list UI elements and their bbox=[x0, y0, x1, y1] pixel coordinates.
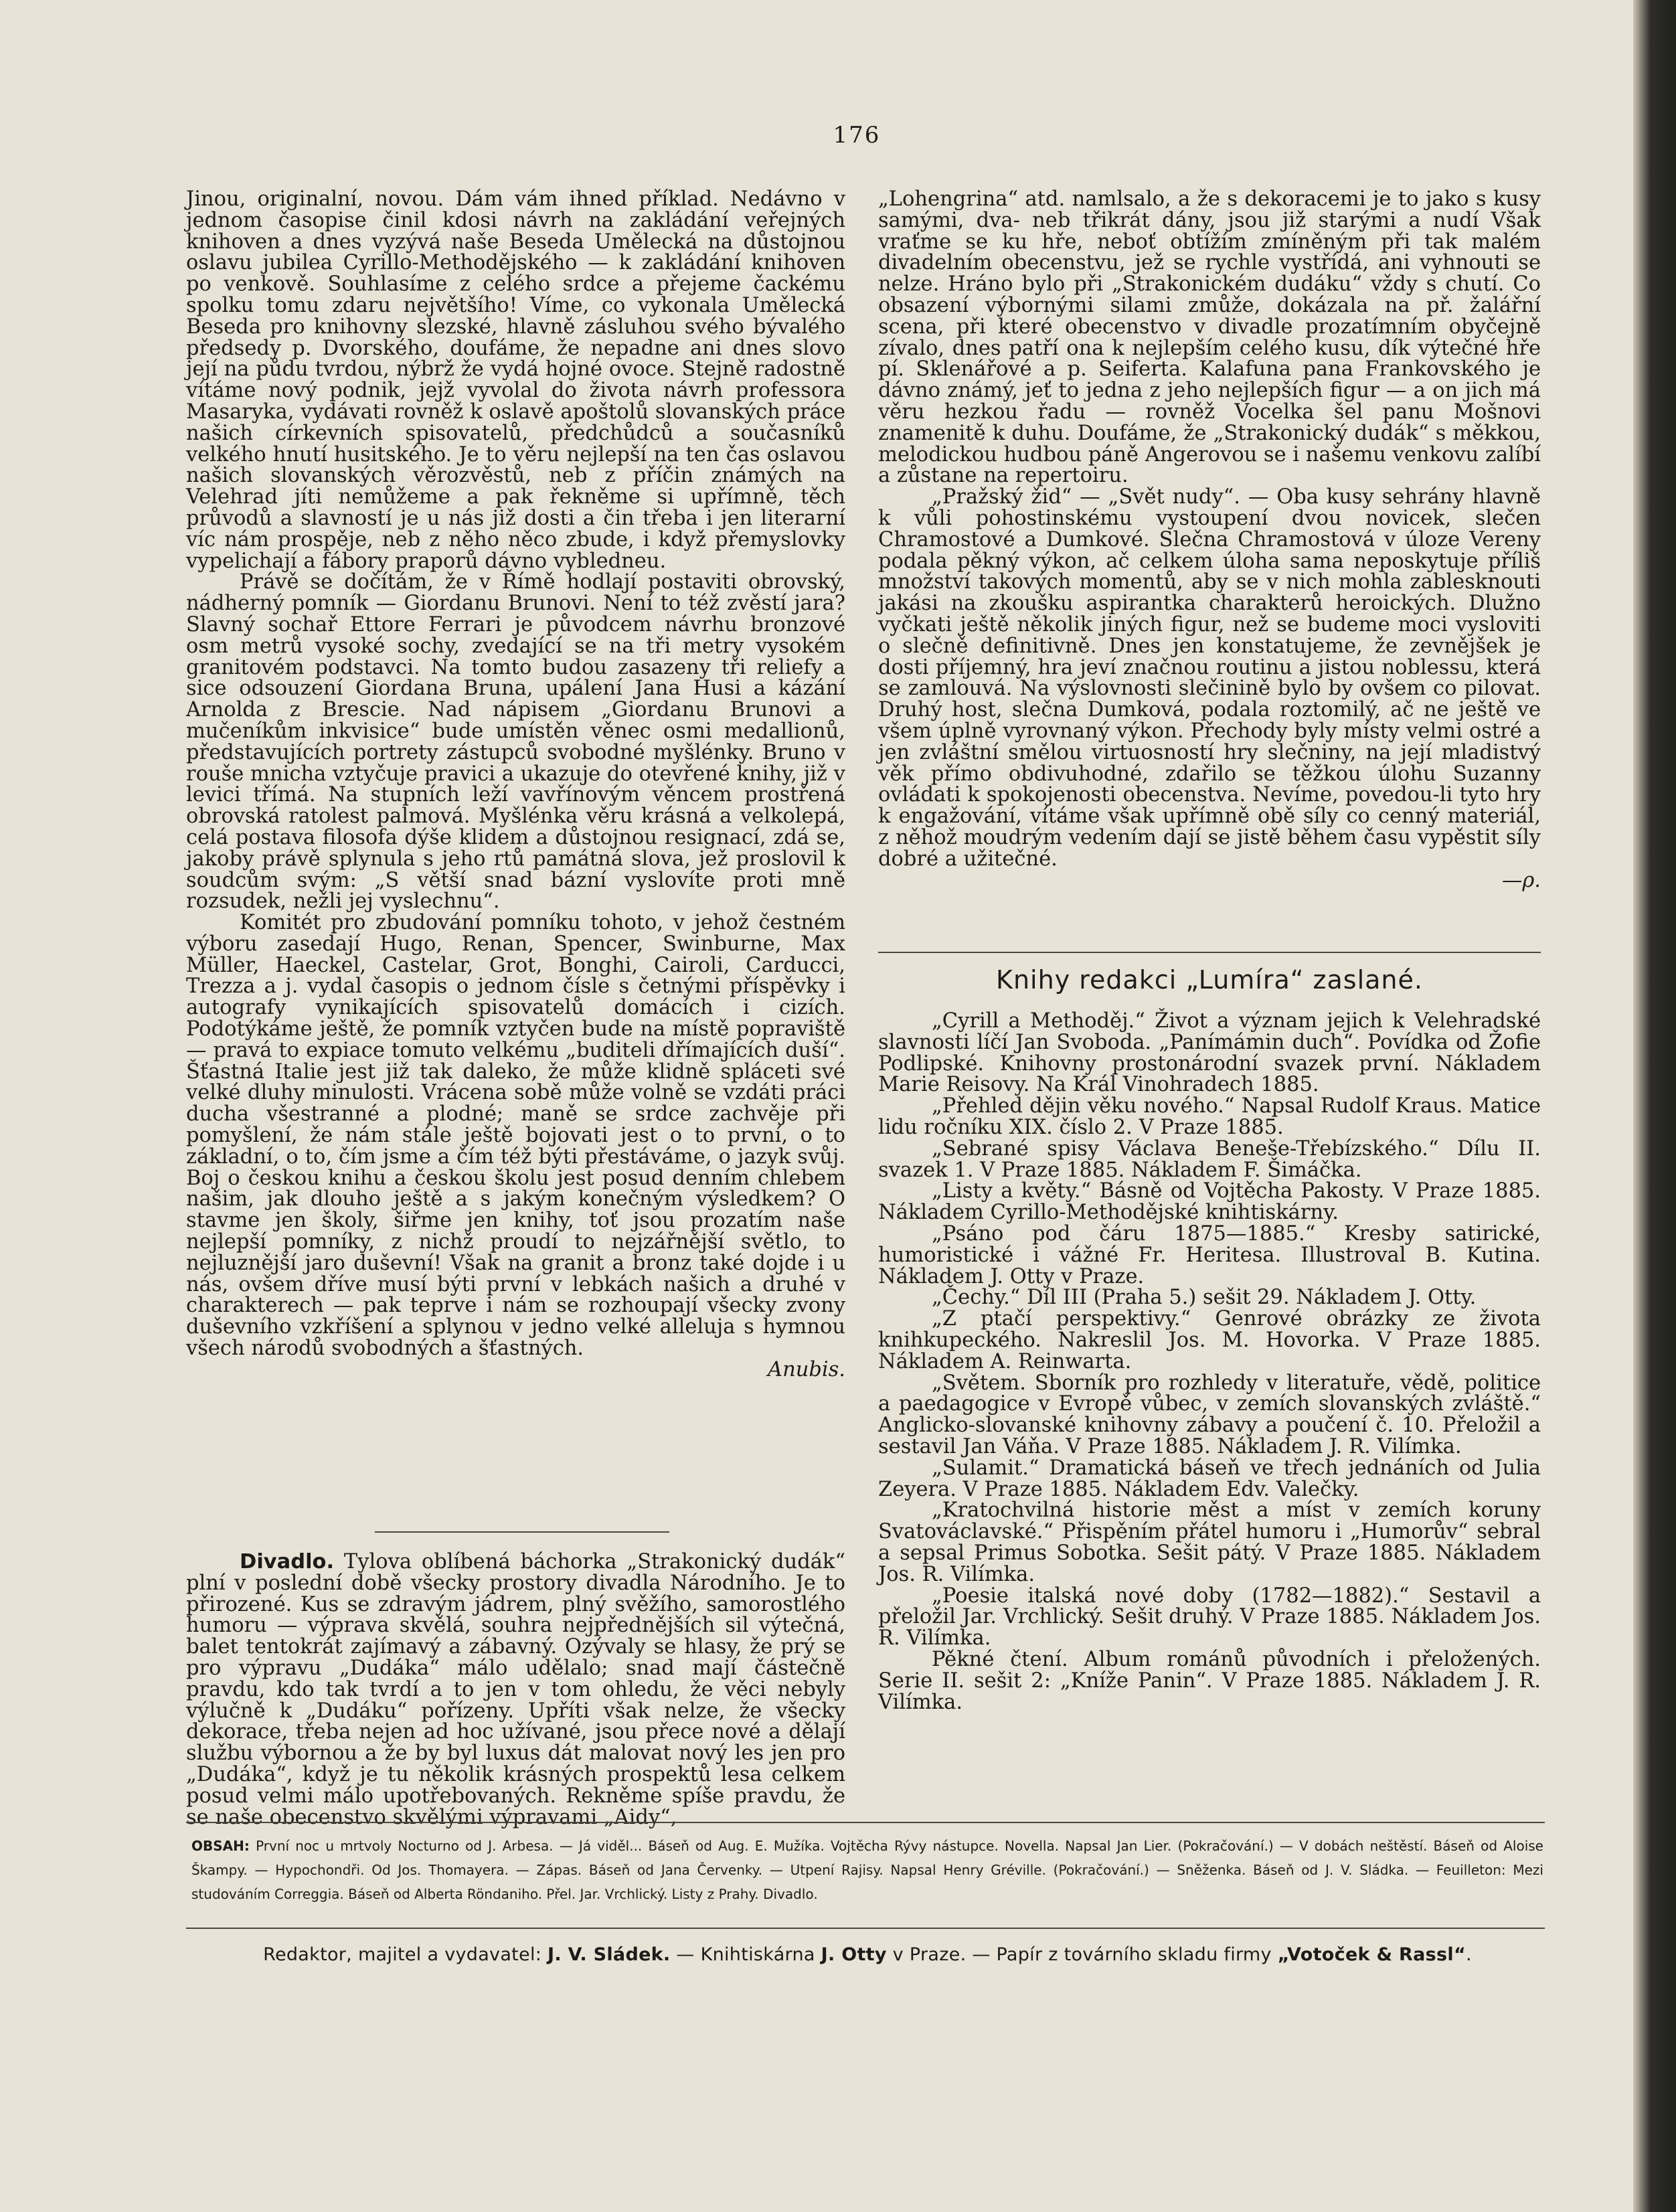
book-entry: „Sulamit.“ Dramatická báseň ve třech jednáních od Julia Zeyera. V Praze 1885. Nákladem Edv. Valečky. bbox=[878, 1456, 1541, 1501]
article-paragraph: Právě se dočítám, že v Římě hodlají postaviti obrovský, nádherný pomník — Giordanu Brunovi. Není to též zvěstí jara? Slavný sochař Ettore Ferrari je původcem návrhu bronzové osm metrů vysoké sochy, zvedající se na tři metry vysokém granitovém podstavci. Na tomto budou zasazeny tři reliefy a sice odsouzení Giordana Bruna, upálení Jana Husi a kázání Arnolda z Brescie. Nad nápisem „Giordanu Brunovi a mučeníkům inkvisice“ bude umístěn věnec osmi medallionů, představujících portrety zástupců svobodné myšlénky. Bruno v rouše mnicha vztyčuje pravici a ukazuje do otevřené knihy, již v levici třímá. Na stupních leží vavřínovým věncem prostřená obrovská ratolest palmová. Myšlénka věru krásná a velkolepá, celá postava filosofa dýše klidem a důstojnou resignací, zdá se, jakoby právě splynula s jeho rtů památná slova, jež proslovil k soudcům svým: „S větší snad bázní vyslovíte proti mně rozsudek, nežli jej vyslechnu“. bbox=[186, 570, 845, 914]
contents-text: První noc u mrtvoly Nocturno od J. Arbesa. — Já viděl... Báseň od Aug. E. Mužíka. Vojtěcha Rývy nástupce. Novella. Napsal Jan Lier. (Pokračování.) — V dobách neštěstí. Báseň od Aloise Škampy. — Hypochondři. Od Jos. Thomayera. — Zápas. Báseň od Jana Červenky. — Utpení Rajisy. Napsal Henry Gréville. (Pokračování.) — Sněženka. Báseň od J. V. Sládka. — Feuilleton: Mezi studováním Correggia. Báseň od Alberta Röndaniho. Přel. Jar. Vrchlický. Listy z Prahy. Divadlo. bbox=[191, 1838, 1543, 1902]
book-entry: „Světem. Sborník pro rozhledy v literatuře, vědě, politice a paedagogice v Evropě vůbec, v zemích slovanských zvláště.“ Anglicko-slovanské knihovny zábavy a poučení č. 10. Přeložil a sestavil Jan Váňa. V Praze 1885. Nákladem J. R. Vilímka. bbox=[878, 1371, 1541, 1458]
book-entry: „Čechy.“ Díl III (Praha 5.) sešit 29. Nákladem J. Otty. bbox=[932, 1286, 1477, 1310]
contents-block bbox=[191, 1834, 1543, 1906]
printer-name: J. Otty bbox=[821, 1944, 887, 1965]
book-entry: „Sebrané spisy Václava Beneše-Třebízského.“ Dílu II. svazek 1. V Praze 1885. Nákladem F. Šimáčka. bbox=[878, 1136, 1541, 1182]
left-column bbox=[186, 189, 845, 1381]
section-divider bbox=[878, 952, 1541, 953]
imprint-text: . bbox=[1466, 1944, 1472, 1965]
imprint-text: Redaktor, majitel a vydavatel: bbox=[263, 1944, 548, 1965]
book-entry: „Listy a květy.“ Básně od Vojtěcha Pakosty. V Praze 1885. Nákladem Cyrillo-Methodějské knihtiskárny. bbox=[878, 1179, 1541, 1225]
book-entry: „Psáno pod čáru 1875—1885.“ Kresby satirické, humoristické i vážné Fr. Heritesa. Illustroval B. Kutina. Nákladem J. Otty v Praze. bbox=[878, 1221, 1541, 1288]
footer-divider bbox=[186, 1928, 1545, 1929]
theatre-section bbox=[186, 1551, 845, 1828]
book-entry: „Z ptačí perspektivy.“ Genrové obrázky ze života knihkupeckého. Nakreslil Jos. M. Hovorka. V Praze 1885. Nákladem A. Reinwarta. bbox=[878, 1307, 1541, 1373]
imprint-footer bbox=[191, 1944, 1543, 1965]
section-lead: Divadlo. bbox=[240, 1550, 335, 1573]
book-entry: „Cyrill a Methoděj.“ Život a význam jejich k Velehradské slavnosti líčí Jan Svoboda. „Panímámin duch“. Povídka od Žofie Podlipské. Knihovny prostonárodní svazek první. Nákladem Marie Reisovy. Na Král Vinohradech 1885. bbox=[878, 1009, 1541, 1097]
books-list bbox=[878, 1011, 1541, 1713]
paper-firm-name: „Votoček & Rassl“ bbox=[1277, 1944, 1466, 1965]
book-entry: „Kratochvilná historie měst a míst v zemích koruny Svatováclavské.“ Přispěním přátel humoru i „Humorův“ sebral a sepsal Primus Sobotka. Sešit pátý. V Praze 1885. Nákladem Jos. R. Vilímka. bbox=[878, 1499, 1541, 1586]
page-edge bbox=[1633, 0, 1676, 2212]
section-divider bbox=[375, 1531, 669, 1533]
editor-name: J. V. Sládek. bbox=[548, 1944, 671, 1965]
book-entry: „Přehled dějin věku nového.“ Napsal Rudolf Kraus. Matice lidu ročníku XIX. číslo 2. V Praze 1885. bbox=[878, 1094, 1541, 1139]
page-number: 176 bbox=[833, 122, 881, 149]
article-paragraph: „Pražský žid“ — „Svět nudy“. — Oba kusy sehrány hlavně k vůli pohostinskému vystoupení dvou novicek, slečen Chramostové a Dumkové. Slečna Chramostová v úloze Vereny podala pěkný výkon, ač celkem úloha sama neposkytuje příliš množství takových momentů, aby se v nich mohla zablesknouti jakási na zkoušku aspirantka charakterů heroických. Dlužno vyčkati ještě několik jiných figur, než se budeme moci vysloviti o slečně definitivně. Dnes jen konstatujeme, že zevnějšek je dosti příjemný, hra jeví značnou routinu a jistou noblessu, která se zamlouvá. Na výslovnosti slečinině bylo by ovšem co pilovat. Druhý host, slečna Dumková, podala roztomilý, ač ne ještě ve všem úplně vyrovnaný výkon. Přechody byly místy velmi ostré a jen zvláštní smělou virtuosností hry slečniny, na její mladistvý věk přímo obdivuhodné, zdařilo se těžkou úlohu Suzanny ovládati k spokojenosti obecenstva. Nevíme, povedou-li tyto hry k engažování, vítáme však upřímně obě síly co cenný materiál, z něhož moudrým vedením dají se jistě během času vypěstit síly dobré a užitečné. bbox=[878, 485, 1541, 871]
right-column bbox=[878, 189, 1541, 891]
article-paragraph: Jinou, originalní, novou. Dám vám ihned příklad. Nedávno v jednom časopise činil kdosi návrh na zakládání veřejných knihoven a dnes vyzývá naše Beseda Umělecká na důstojnou oslavu jubilea Cyrillo-Methodějského — k zakládání knihoven po venkově. Souhlasíme z celého srdce a přejeme čackému spolku tomu zdaru největšího! Víme, co vykonala Umělecká Beseda pro knihovny slezské, hlavně zásluhou svého bývalého předsedy p. Dvorského, doufáme, že nepadne ani dnes slovo její na půdu tvrdou, nýbrž že vydá hojné ovoce. Stejně radostně vítáme nový podnik, jejž vyvolal do života návrh professora Masaryka, vydávati rovněž k oslavě apoštolů slovanských práce našich církevních spisovatelů, předchůdců a současníků velkého hnutí husitského. Je to věru nejlepší na ten čas oslavou našich slovanských věrozvěstů, neb z příčin známých na Velehrad jíti nemůžeme a pak řekněme si upřímně, těch průvodů a slavností je u nás již dosti a čin třeba i jen literarní víc nám prospěje, neb z něho něco zbude, i když přemyslovky vypelichají a fábory praporů dávno vybledneu. bbox=[186, 187, 845, 573]
imprint-text: v Praze. — Papír z továrního skladu firmy bbox=[886, 1944, 1278, 1965]
contents-divider bbox=[186, 1822, 1545, 1823]
book-entry: „Poesie italská nové doby (1782—1882).“ Sestavil a přeložil Jar. Vrchlický. Sešit druhý. V Praze 1885. Nákladem Jos. R. Vilímka. bbox=[878, 1584, 1541, 1650]
theatre-text: Tylova oblíbená báchorka „Strakonický dudák“ plní v poslední době všecky prostory divadla Národního. Je to přirozené. Kus se zdravým jádrem, plný svěžího, samorostlého humoru — výprava skvělá, souhra nejpřednějších sil výtečná, balet tentokrát zajímavý a zábavný. Ozývaly se hlasy, že prý se pro výpravu „Dudáka“ málo udělalo; snad mají částečně pravdu, kdo tak tvrdí a to jen v tom ohledu, že věci nebyly výlučně k „Dudáku“ pořízeny. Upříti však nelze, že všecky dekorace, třeba nejen ad hoc užívané, jsou přece nové a dělají službu výbornou a že by byl luxus dát malovat nový les jen pro „Dudáka“, když je tu několik krásných prospektů lesa celkem posud velmi málo upotřebovaných. Rekněme spíše pravdu, že se naše obecenstvo skvělými výpravami „Aidy“, bbox=[186, 1550, 845, 1829]
article-signature: —ρ. bbox=[1501, 868, 1541, 892]
contents-label: OBSAH: bbox=[191, 1838, 250, 1854]
article-paragraph: „Lohengrina“ atd. namlsalo, a že s dekoracemi je to jako s kusy samými, dva- neb třikrát dány, jsou již starými a nudí Však vraťme se ku hře, neboť obtížím zmíněným při tak malém divadelním obecenstvu, jež se rychle vystřídá, ani vyhnouti se nelze. Hráno bylo při „Strakonickém dudáku“ vždy s chutí. Co obsazení výbornými silami zmůže, dokázala na př. žalářní scena, při které obecenstvo v divadle prozatímním obyčejně zívalo, dnes patří ona k nejlepším celého kusu, dík výtečné hře pí. Sklenářové a p. Seiferta. Kalafuna pana Frankovského je dávno známý, jeť to jedna z jeho nejlepších figur — a on jich má věru hezkou řadu — rovněž Vocelka šel panu Mošnovi znamenitě k duhu. Doufáme, že „Strakonický dudák“ s měkkou, melodickou hudbou páně Angerovou se i našemu venkovu zalíbí a zůstane na repertoiru. bbox=[878, 187, 1541, 488]
books-heading: Knihy redakci „Lumíra“ zaslané. bbox=[996, 965, 1423, 995]
article-paragraph: Komitét pro zbudování pomníku tohoto, v jehož čestném výboru zasedají Hugo, Renan, Spencer, Swinburne, Max Müller, Haeckel, Castelar, Grot, Bonghi, Cairoli, Carducci, Trezza a j. vydal časopis o jednom čísle s četnými příspěvky i autografy vynikajících spisovatelů domácích i cizích. Podotýkáme ještě, že pomník vztyčen bude na místě popraviště — pravá to expiace tomuto velkému „buditeli dřímajících duší“. Šťastná Italie jest již tak daleko, že může klidně spláceti své velké dluhy minulosti. Vrácena sobě může volně se vzdáti práci ducha všestranné a plodné; maně se srdce zachvěje při pomyšlení, že nám stále ještě bojovati jest o to první, o to základní, o to, čím jsme a čím též býti přestáváme, o jazyk svůj. Boj o českou knihu a českou školu jest posud denním chlebem našim, jak dlouho ještě a s jakým konečným výsledkem? O stavme jen školy, šiřme jen knihy, toť jsou prozatím naše nejlepší pomníky, z nichž proudí to nejzářnější světlo, to nejluznější jaro duševní! Však na granit a bronz také dojde i u nás, ovšem dříve musí býti první v lebkách našich a druhé v charakterech — pak teprve i nám se rozhoupají všecky zvony duševního vzkříšení a splynou v jedno velké alleluja s hymnou všech národů svobodných a šťastných. bbox=[186, 911, 845, 1361]
article-signature: Anubis. bbox=[768, 1357, 845, 1381]
imprint-text: — Knihtiskárna bbox=[670, 1944, 821, 1965]
book-entry: Pěkné čtení. Album románů původních i přeložených. Serie II. sešit 2: „Kníže Panin“. V Praze 1885. Nákladem J. R. Vilímka. bbox=[878, 1647, 1541, 1714]
